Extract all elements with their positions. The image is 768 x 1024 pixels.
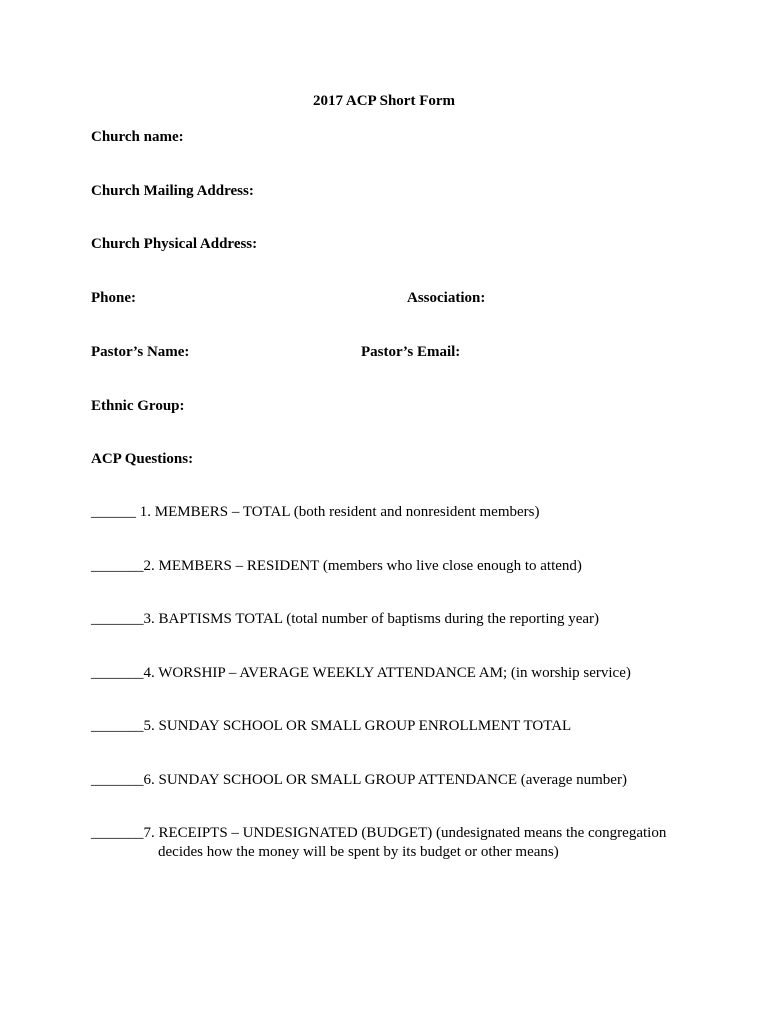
answer-blank[interactable]: _______	[91, 558, 144, 574]
church-name-label: Church name:	[91, 129, 184, 145]
answer-blank[interactable]: ______	[91, 504, 140, 520]
ethnic-group-label: Ethnic Group:	[91, 398, 185, 414]
question-text: 5. SUNDAY SCHOOL OR SMALL GROUP ENROLLMENT TOTAL	[143, 718, 572, 734]
question-item-5	[91, 718, 571, 735]
physical-address-label: Church Physical Address:	[91, 236, 258, 252]
question-item-6	[91, 772, 627, 789]
answer-blank[interactable]: _______	[91, 611, 144, 627]
association-label: Association:	[407, 290, 486, 306]
form-title: 2017 ACP Short Form	[312, 93, 456, 109]
question-item-1	[91, 504, 539, 521]
phone-label: Phone:	[91, 290, 136, 306]
question-text: 7. RECEIPTS – UNDESIGNATED (BUDGET) (undesignated means the congregation	[143, 825, 667, 841]
question-text: 1. MEMBERS – TOTAL (both resident and nonresident members)	[139, 504, 540, 520]
answer-blank[interactable]: _______	[91, 718, 144, 734]
answer-blank[interactable]: _______	[91, 825, 144, 841]
question-item-3	[91, 611, 599, 628]
answer-blank[interactable]: _______	[91, 665, 144, 681]
pastor-name-label: Pastor’s Name:	[91, 344, 190, 360]
question-item-7	[91, 825, 666, 861]
mailing-address-label: Church Mailing Address:	[91, 183, 254, 199]
question-text: 3. BAPTISMS TOTAL (total number of baptisms during the reporting year)	[143, 611, 600, 627]
answer-blank[interactable]: _______	[91, 772, 144, 788]
pastor-email-label: Pastor’s Email:	[361, 344, 461, 360]
question-item-4	[91, 665, 631, 682]
question-text: 2. MEMBERS – RESIDENT (members who live close enough to attend)	[143, 558, 582, 574]
question-item-2	[91, 558, 582, 575]
acp-questions-heading: ACP Questions:	[91, 451, 194, 467]
question-text-continuation: decides how the money will be spent by its budget or other means)	[158, 844, 559, 860]
question-text: 4. WORSHIP – AVERAGE WEEKLY ATTENDANCE AM; (in worship service)	[143, 665, 631, 681]
question-text: 6. SUNDAY SCHOOL OR SMALL GROUP ATTENDANCE (average number)	[143, 772, 627, 788]
